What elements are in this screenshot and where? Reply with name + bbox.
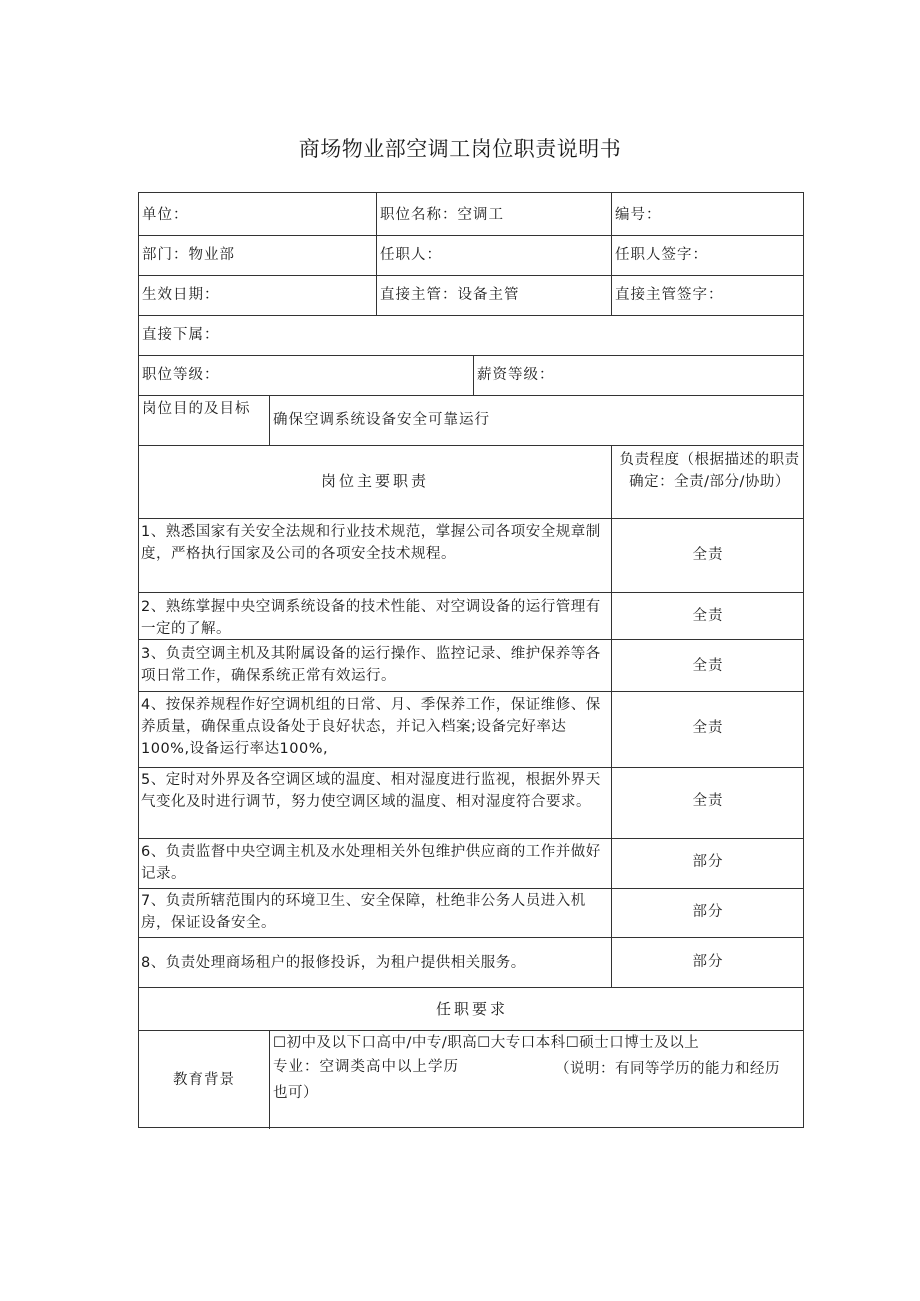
duty-level: 全责: [692, 720, 724, 736]
position-name-field: 职位名称：空调工: [380, 207, 504, 223]
duty-item: 5、定时对外界及各空调区域的温度、相对湿度进行监视，根据外界天气变化及时进行调节，努力使空调区域的温度、相对湿度符合要求。: [141, 772, 601, 810]
salary-grade-field: 薪资等级：: [477, 367, 555, 383]
duty-level: 全责: [692, 793, 724, 809]
education-label: 教育背景: [173, 1072, 235, 1088]
supervisor-signature-field: 直接主管签字：: [615, 287, 724, 303]
duty-level: 部分: [692, 854, 724, 870]
purpose-label: 岗位目的及目标: [142, 401, 251, 417]
page-title: 商场物业部空调工岗位职责说明书: [298, 137, 622, 161]
duty-item: 6、负责监督中央空调主机及水处理相关外包维护供应商的工作并做好记录。: [141, 844, 601, 882]
department-field: 部门：物业部: [142, 247, 235, 263]
duty-level: 部分: [692, 954, 724, 970]
job-description-table: [138, 192, 804, 1128]
duty-item: 2、熟练掌握中央空调系统设备的技术性能、对空调设备的运行管理有一定的了解。: [141, 599, 601, 637]
incumbent-signature-field: 任职人签字：: [615, 247, 708, 263]
duty-item: 8、负责处理商场租户的报修投诉，为租户提供相关服务。: [141, 955, 526, 971]
duty-item: 1、熟悉国家有关安全法规和行业技术规范，掌握公司各项安全规章制度，严格执行国家及公司的各项安全技术规程。: [141, 524, 601, 562]
supervisor-field: 直接主管：设备主管: [380, 287, 520, 303]
duties-header: 岗位主要职责: [320, 472, 429, 490]
duty-item: 4、按保养规程作好空调机组的日常、月、季保养工作，保证维修、保养质量，确保重点设备处于良好状态，并记入档案;设备完好率达100%,设备运行率达100%,: [141, 697, 601, 757]
responsibility-level-header: 负责程度（根据描述的职责确定：全责/部分/协助）: [619, 452, 800, 490]
grade-field: 职位等级：: [142, 367, 220, 383]
effective-date-field: 生效日期：: [142, 287, 220, 303]
purpose-value: 确保空调系统设备安全可靠运行: [273, 412, 490, 428]
requirements-header: 任职要求: [435, 1000, 508, 1018]
unit-field: 单位：: [142, 207, 189, 223]
duty-level: 部分: [692, 904, 724, 920]
duty-item: 3、负责空调主机及其附属设备的运行操作、监控记录、维护保养等各项日常工作，确保系统正常有效运行。: [141, 646, 601, 684]
education-options: ☐初中及以下口高中/中专/职高☐大专口本科☐硕士口博士及以上: [273, 1035, 700, 1051]
duty-level: 全责: [692, 608, 724, 624]
education-note: （说明：有同等学历的能力和经历也可）: [273, 1061, 780, 1101]
duty-item: 7、负责所辖范围内的环境卫生、安全保障，杜绝非公务人员进入机房，保证设备安全。: [141, 893, 586, 931]
incumbent-field: 任职人：: [380, 247, 442, 263]
major-field: 专业：空调类高中以上学历: [273, 1059, 459, 1075]
number-field: 编号：: [615, 207, 662, 223]
duty-level: 全责: [692, 658, 724, 674]
duty-level: 全责: [692, 547, 724, 563]
subordinates-field: 直接下属：: [142, 327, 220, 343]
